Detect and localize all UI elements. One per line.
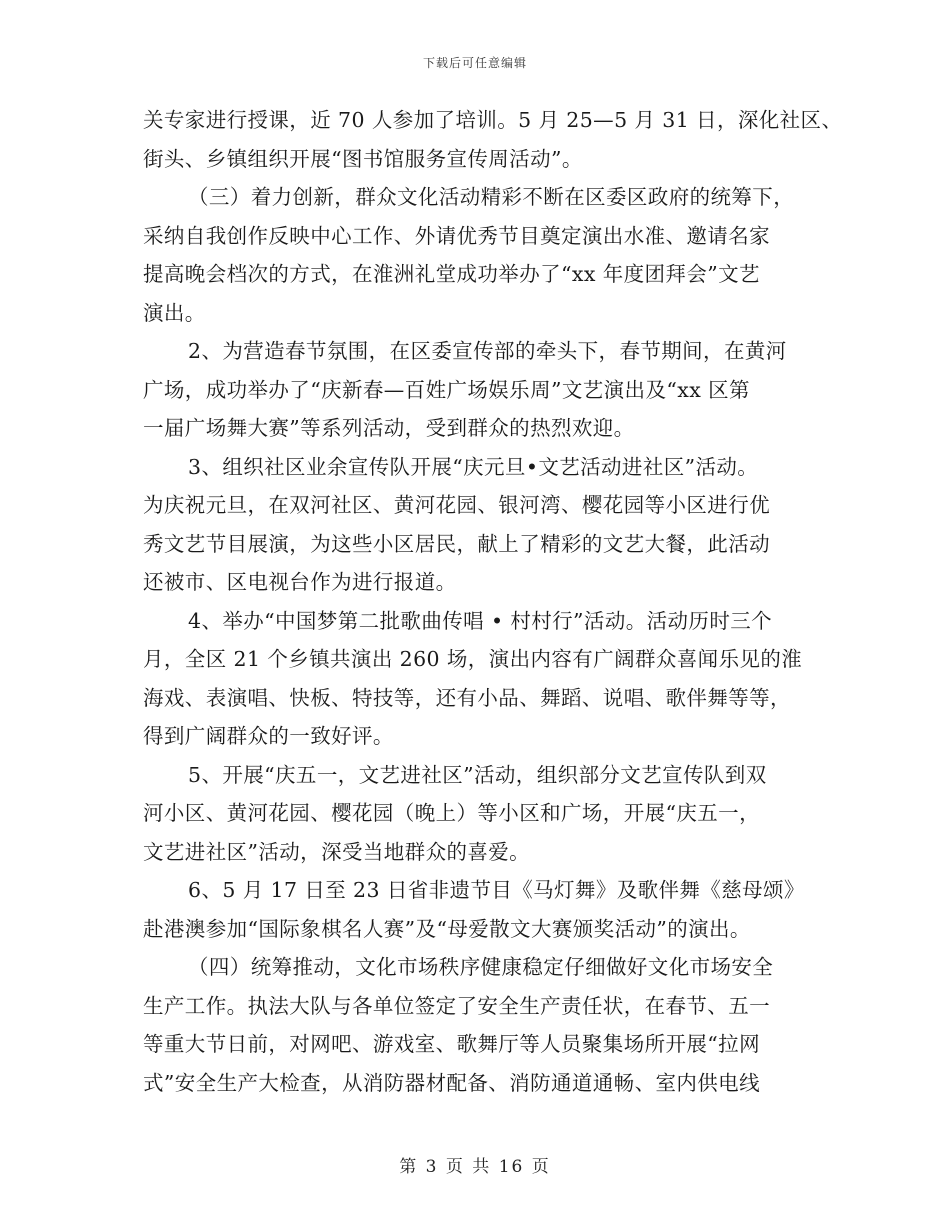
text-line: 演出。 — [143, 300, 206, 325]
paragraph-start: 6、5 月 17 日至 23 日省非遗节目《马灯舞》及歌伴舞《慈母颂》 — [188, 878, 805, 902]
text-line: 秀文艺节目展演，为这些小区居民，献上了精彩的文艺大餐，此活动 — [143, 531, 770, 556]
paragraph-start: 2、为营造春节氛围，在区委宣传部的牵头下，春节期间，在黄河 — [188, 339, 787, 363]
text-line: 赴港澳参加“国际象棋名人赛”及“母爱散文大赛颁奖活动”的演出。 — [143, 916, 751, 941]
text-line: 广场，成功举办了“庆新春—百姓广场娱乐周”文艺演出及“xx 区第 — [143, 377, 750, 402]
paragraph-start: 5、开展“庆五一，文艺进社区”活动，组织部分文艺宣传队到双 — [188, 762, 767, 787]
text-line: 还被市、区电视台作为进行报道。 — [143, 570, 457, 594]
text-line: 文艺进社区”活动，深受当地群众的喜爱。 — [143, 839, 531, 864]
document-body — [143, 101, 843, 1102]
paragraph-start: 4、举办“中国梦第二批歌曲传唱 • 村村行”活动。活动历时三个 — [188, 608, 773, 633]
text-line: 海戏、表演唱、快板、特技等，还有小品、舞蹈、说唱、歌伴舞等等， — [143, 685, 791, 710]
paragraph-start: （四）统筹推动，文化市场秩序健康稳定仔细做好文化市场安全 — [188, 955, 774, 979]
text-line: 采纳自我创作反映中心工作、外请优秀节目奠定演出水准、邀请名家 — [143, 223, 770, 248]
paragraph-start: 3、组织社区业余宣传队开展“庆元旦•文艺活动进社区”活动。 — [188, 454, 759, 479]
page-header: 下载后可任意编辑 — [422, 56, 527, 70]
text-line: 等重大节日前，对网吧、游戏室、歌舞厅等人员聚集场所开展“拉网 — [143, 1032, 760, 1056]
text-line: 街头、乡镇组织开展“图书馆服务宣传周活动”。 — [143, 146, 583, 171]
text-line: 得到广阔群众的一致好评。 — [143, 724, 394, 748]
text-line: 一届广场舞大赛”等系列活动，受到群众的热烈欢迎。 — [143, 416, 635, 440]
text-line: 关专家进行授课，近 70 人参加了培训。5 月 25—5 月 31 日，深化社区、 — [143, 108, 843, 132]
page-number: 第 3 页 共 16 页 — [399, 1157, 551, 1177]
text-line: 提高晚会档次的方式，在淮洲礼堂成功举办了“xx 年度团拜会”文艺 — [143, 262, 760, 286]
paragraph-start: （三）着力创新，群众文化活动精彩不断在区委区政府的统筹下， — [188, 185, 795, 209]
text-line: 月，全区 21 个乡镇共演出 260 场，演出内容有广阔群众喜闻乐见的淮 — [143, 647, 803, 671]
text-line: 式”安全生产大检查，从消防器材配备、消防通道通畅、室内供电线 — [143, 1070, 760, 1095]
text-line: 生产工作。执法大队与各单位签定了安全生产责任状，在春节、五一 — [143, 993, 770, 1018]
text-line: 河小区、黄河花园、樱花园（晚上）等小区和广场，开展“庆五一， — [143, 801, 760, 825]
text-line: 为庆祝元旦，在双河社区、黄河花园、银河湾、樱花园等小区进行优 — [143, 493, 770, 517]
